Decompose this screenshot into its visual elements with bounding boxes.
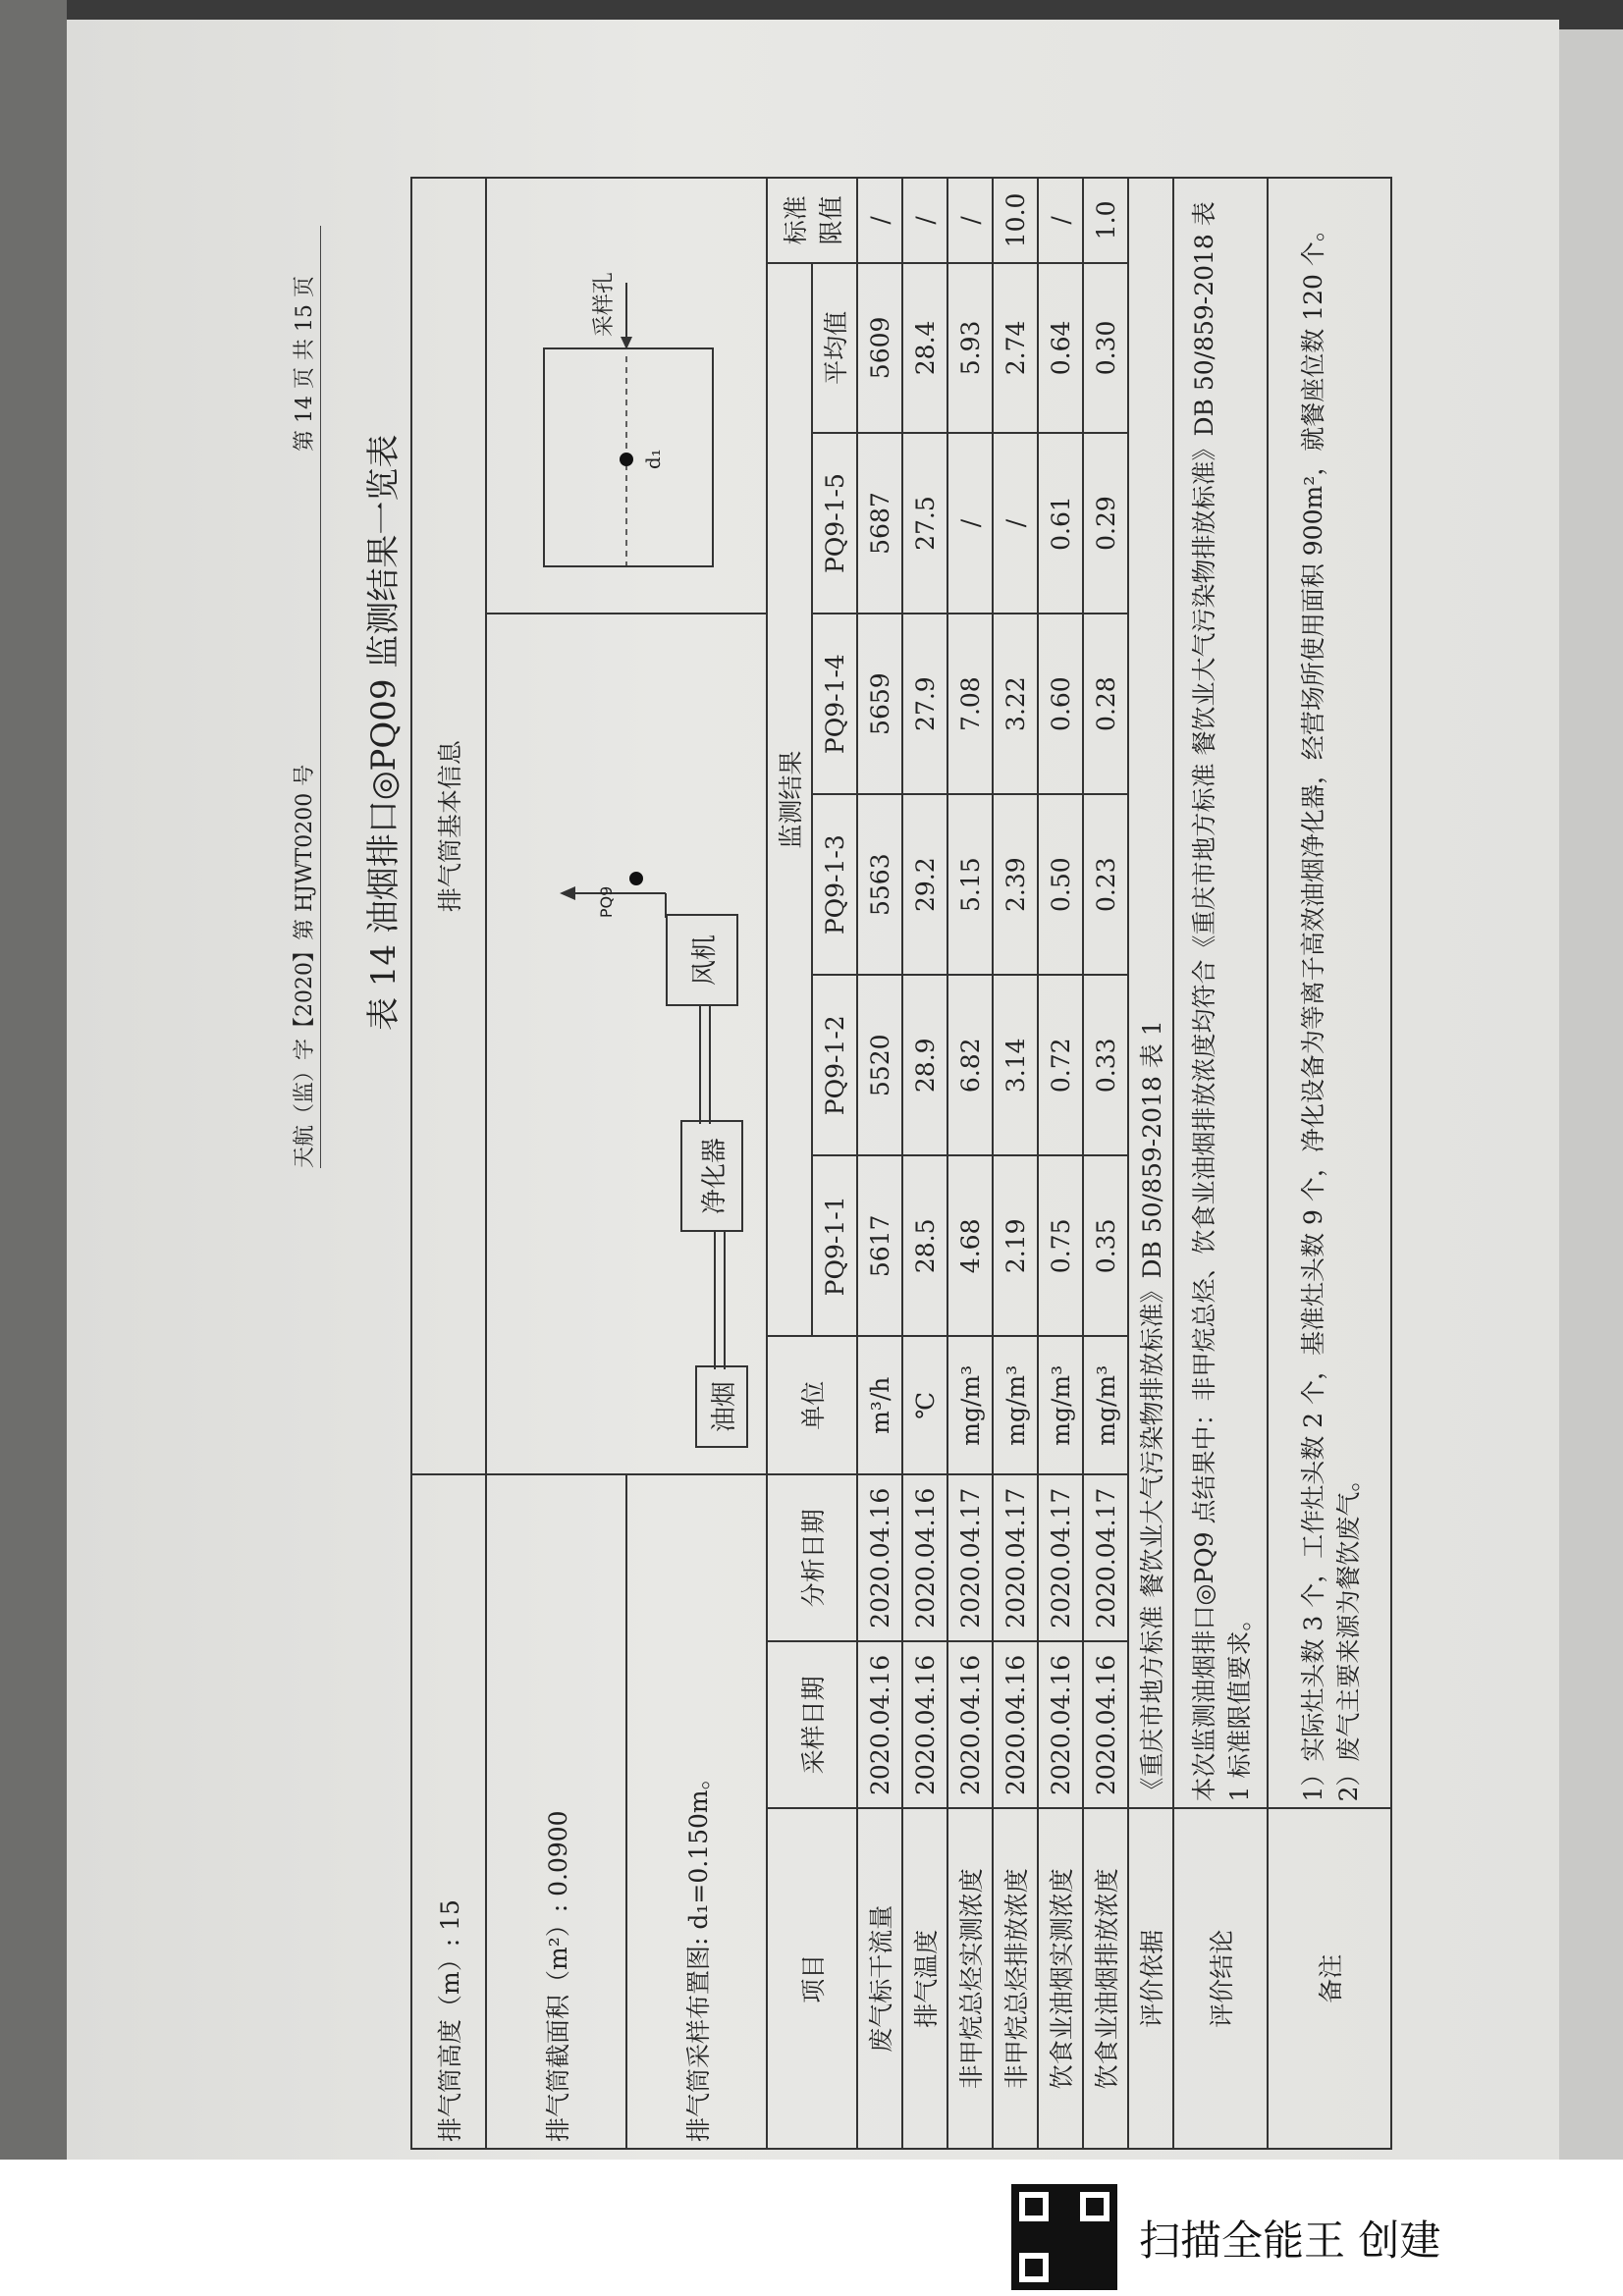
conclusion-label: 评价结论 xyxy=(1173,1808,1268,2149)
rotated-page-content xyxy=(67,20,1559,2169)
table-row xyxy=(1083,178,1128,2149)
cell-item: 排气温度 xyxy=(902,1808,947,2149)
d1-label: d₁ xyxy=(641,449,665,470)
header-analysis-date: 分析日期 xyxy=(767,1474,857,1641)
flow-diagram-cell xyxy=(486,614,767,1474)
remarks-text xyxy=(1268,178,1391,1808)
cell-unit: mg/m³ xyxy=(1083,1336,1128,1474)
cell-item: 饮食业油烟排放浓度 xyxy=(1083,1808,1128,2149)
cell-value: 2.74 xyxy=(993,263,1038,433)
cell-value: 5.15 xyxy=(947,794,993,975)
sub-header: PQ9-1-2 xyxy=(812,975,857,1155)
table-row xyxy=(1038,178,1083,2149)
cell-sample-date: 2020.04.16 xyxy=(1038,1641,1083,1808)
sample-hole-label: 采样孔 xyxy=(592,272,617,338)
cell-value: 0.72 xyxy=(1038,975,1083,1155)
cell-unit: ℃ xyxy=(902,1336,947,1474)
cell-value: 5659 xyxy=(857,614,902,794)
remark-line-1: 1）实际灶头数 3 个，工作灶头数 2 个，基准灶头数 9 个，净化设备为等离子高效油烟净化器，经营场所使用面积 900m²，就餐座位数 120 个。 xyxy=(1299,217,1327,1802)
header-results: 监测结果 xyxy=(767,263,812,1337)
cell-sample-date: 2020.04.16 xyxy=(993,1641,1038,1808)
sampling-layout-cell xyxy=(486,178,767,614)
cell-value: 0.75 xyxy=(1038,1155,1083,1336)
cell-item: 废气标干流量 xyxy=(857,1808,902,2149)
cross-section-marks xyxy=(504,214,749,607)
cell-unit: mg/m³ xyxy=(1038,1336,1083,1474)
header-standard: 标准限值 xyxy=(767,178,857,263)
cell-value: 3.14 xyxy=(993,975,1038,1155)
basis-text: 《重庆市地方标准 餐饮业大气污染物排放标准》DB 50/859-2018 表 1 xyxy=(1128,178,1173,1808)
stack-layout: 排气筒采样布置图: d₁=0.150m。 xyxy=(626,1474,767,2149)
conclusion-text: 本次监测油烟排口◎PQ9 点结果中：非甲烷总烃、饮食业油烟排放浓度均符合《重庆市地方标准 餐饮业大气污染物排放标准》DB 50/859-2018 表 1 标准限值要求。 xyxy=(1173,178,1268,1808)
scan-shadow-left xyxy=(0,0,67,2160)
header-sample-date: 采样日期 xyxy=(767,1641,857,1808)
header-rule xyxy=(320,226,321,1168)
cell-analysis-date: 2020.04.17 xyxy=(993,1474,1038,1641)
cell-value: 28.4 xyxy=(902,263,947,433)
cell-value: 29.2 xyxy=(902,794,947,975)
cell-value: 0.50 xyxy=(1038,794,1083,975)
cell-value: 0.33 xyxy=(1083,975,1128,1155)
sub-header: 平均值 xyxy=(812,263,857,433)
cell-item: 饮食业油烟实测浓度 xyxy=(1038,1808,1083,2149)
basis-label: 评价依据 xyxy=(1128,1808,1173,2149)
cell-value: 0.61 xyxy=(1038,433,1083,614)
table-title: 表 14 油烟排口◎PQ09 监测结果一览表 xyxy=(364,434,404,1031)
cell-value: 0.60 xyxy=(1038,614,1083,794)
cell-value: 0.64 xyxy=(1038,263,1083,433)
cell-value: 2.19 xyxy=(993,1155,1038,1336)
cell-value: 5617 xyxy=(857,1155,902,1336)
cell-value: / xyxy=(993,433,1038,614)
cell-value: 3.22 xyxy=(993,614,1038,794)
cell-item: 非甲烷总烃实测浓度 xyxy=(947,1808,993,2149)
cell-analysis-date: 2020.04.17 xyxy=(1038,1474,1083,1641)
table-row xyxy=(947,178,993,2149)
table-row xyxy=(902,178,947,2149)
cell-limit: / xyxy=(857,178,902,263)
cell-unit: m³/h xyxy=(857,1336,902,1474)
cell-limit: / xyxy=(1038,178,1083,263)
basic-info-title: 排气筒基本信息 xyxy=(411,178,486,1474)
cell-value: 27.5 xyxy=(902,433,947,614)
cell-sample-date: 2020.04.16 xyxy=(857,1641,902,1808)
cell-value: 5563 xyxy=(857,794,902,975)
qr-code-icon xyxy=(1011,2184,1117,2290)
remarks-label: 备注 xyxy=(1268,1808,1391,2149)
cell-analysis-date: 2020.04.17 xyxy=(947,1474,993,1641)
cell-limit: / xyxy=(947,178,993,263)
cell-limit: 1.0 xyxy=(1083,178,1128,263)
sub-header: PQ9-1-1 xyxy=(812,1155,857,1336)
cell-value: 6.82 xyxy=(947,975,993,1155)
header-unit: 单位 xyxy=(767,1336,857,1474)
cell-sample-date: 2020.04.16 xyxy=(947,1641,993,1808)
results-table xyxy=(410,177,1392,2150)
cell-value: 2.39 xyxy=(993,794,1038,975)
cell-value: 27.9 xyxy=(902,614,947,794)
cell-value: 5687 xyxy=(857,433,902,614)
oil-fume-box: 油烟 xyxy=(695,1365,748,1448)
cell-value: 0.28 xyxy=(1083,614,1128,794)
cell-unit: mg/m³ xyxy=(993,1336,1038,1474)
cell-value: 5520 xyxy=(857,975,902,1155)
sample-point-label: PQ9 xyxy=(597,885,616,919)
cell-value: 5609 xyxy=(857,263,902,433)
cell-value: / xyxy=(947,433,993,614)
cell-unit: mg/m³ xyxy=(947,1336,993,1474)
table-row xyxy=(857,178,902,2149)
scanner-watermark: 扫描全能王 创建 xyxy=(1139,2216,1441,2265)
stack-height: 排气筒高度（m）: 15 xyxy=(411,1474,486,2149)
cell-value: 5.93 xyxy=(947,263,993,433)
cell-limit: 10.0 xyxy=(993,178,1038,263)
cell-item: 非甲烷总烃排放浓度 xyxy=(993,1808,1038,2149)
cell-value: 4.68 xyxy=(947,1155,993,1336)
header-item: 项目 xyxy=(767,1808,857,2149)
cell-value: 28.5 xyxy=(902,1155,947,1336)
page-number: 第 14 页 共 15 页 xyxy=(293,276,317,452)
cell-value: 0.35 xyxy=(1083,1155,1128,1336)
sub-header: PQ9-1-3 xyxy=(812,794,857,975)
purifier-box: 净化器 xyxy=(680,1120,743,1232)
cell-sample-date: 2020.04.16 xyxy=(902,1641,947,1808)
remark-line-2: 2）废气主要来源为餐饮废气。 xyxy=(1334,1467,1363,1802)
cell-value: 0.30 xyxy=(1083,263,1128,433)
cell-value: 28.9 xyxy=(902,975,947,1155)
cell-value: 0.29 xyxy=(1083,433,1128,614)
sub-header: PQ9-1-5 xyxy=(812,433,857,614)
cell-analysis-date: 2020.04.17 xyxy=(1083,1474,1128,1641)
cell-value: 0.23 xyxy=(1083,794,1128,975)
cell-sample-date: 2020.04.16 xyxy=(1083,1641,1128,1808)
cell-analysis-date: 2020.04.16 xyxy=(902,1474,947,1641)
cell-value: 7.08 xyxy=(947,614,993,794)
cell-analysis-date: 2020.04.16 xyxy=(857,1474,902,1641)
duct-lines xyxy=(489,859,764,1468)
report-number: 天航（监）字【2020】第 HJWT0200 号 xyxy=(293,764,317,1168)
cell-limit: / xyxy=(902,178,947,263)
table-row xyxy=(993,178,1038,2149)
stack-area: 排气筒截面积（m²）: 0.0900 xyxy=(486,1474,626,2149)
sub-header: PQ9-1-4 xyxy=(812,614,857,794)
fan-box: 风机 xyxy=(666,914,738,1006)
